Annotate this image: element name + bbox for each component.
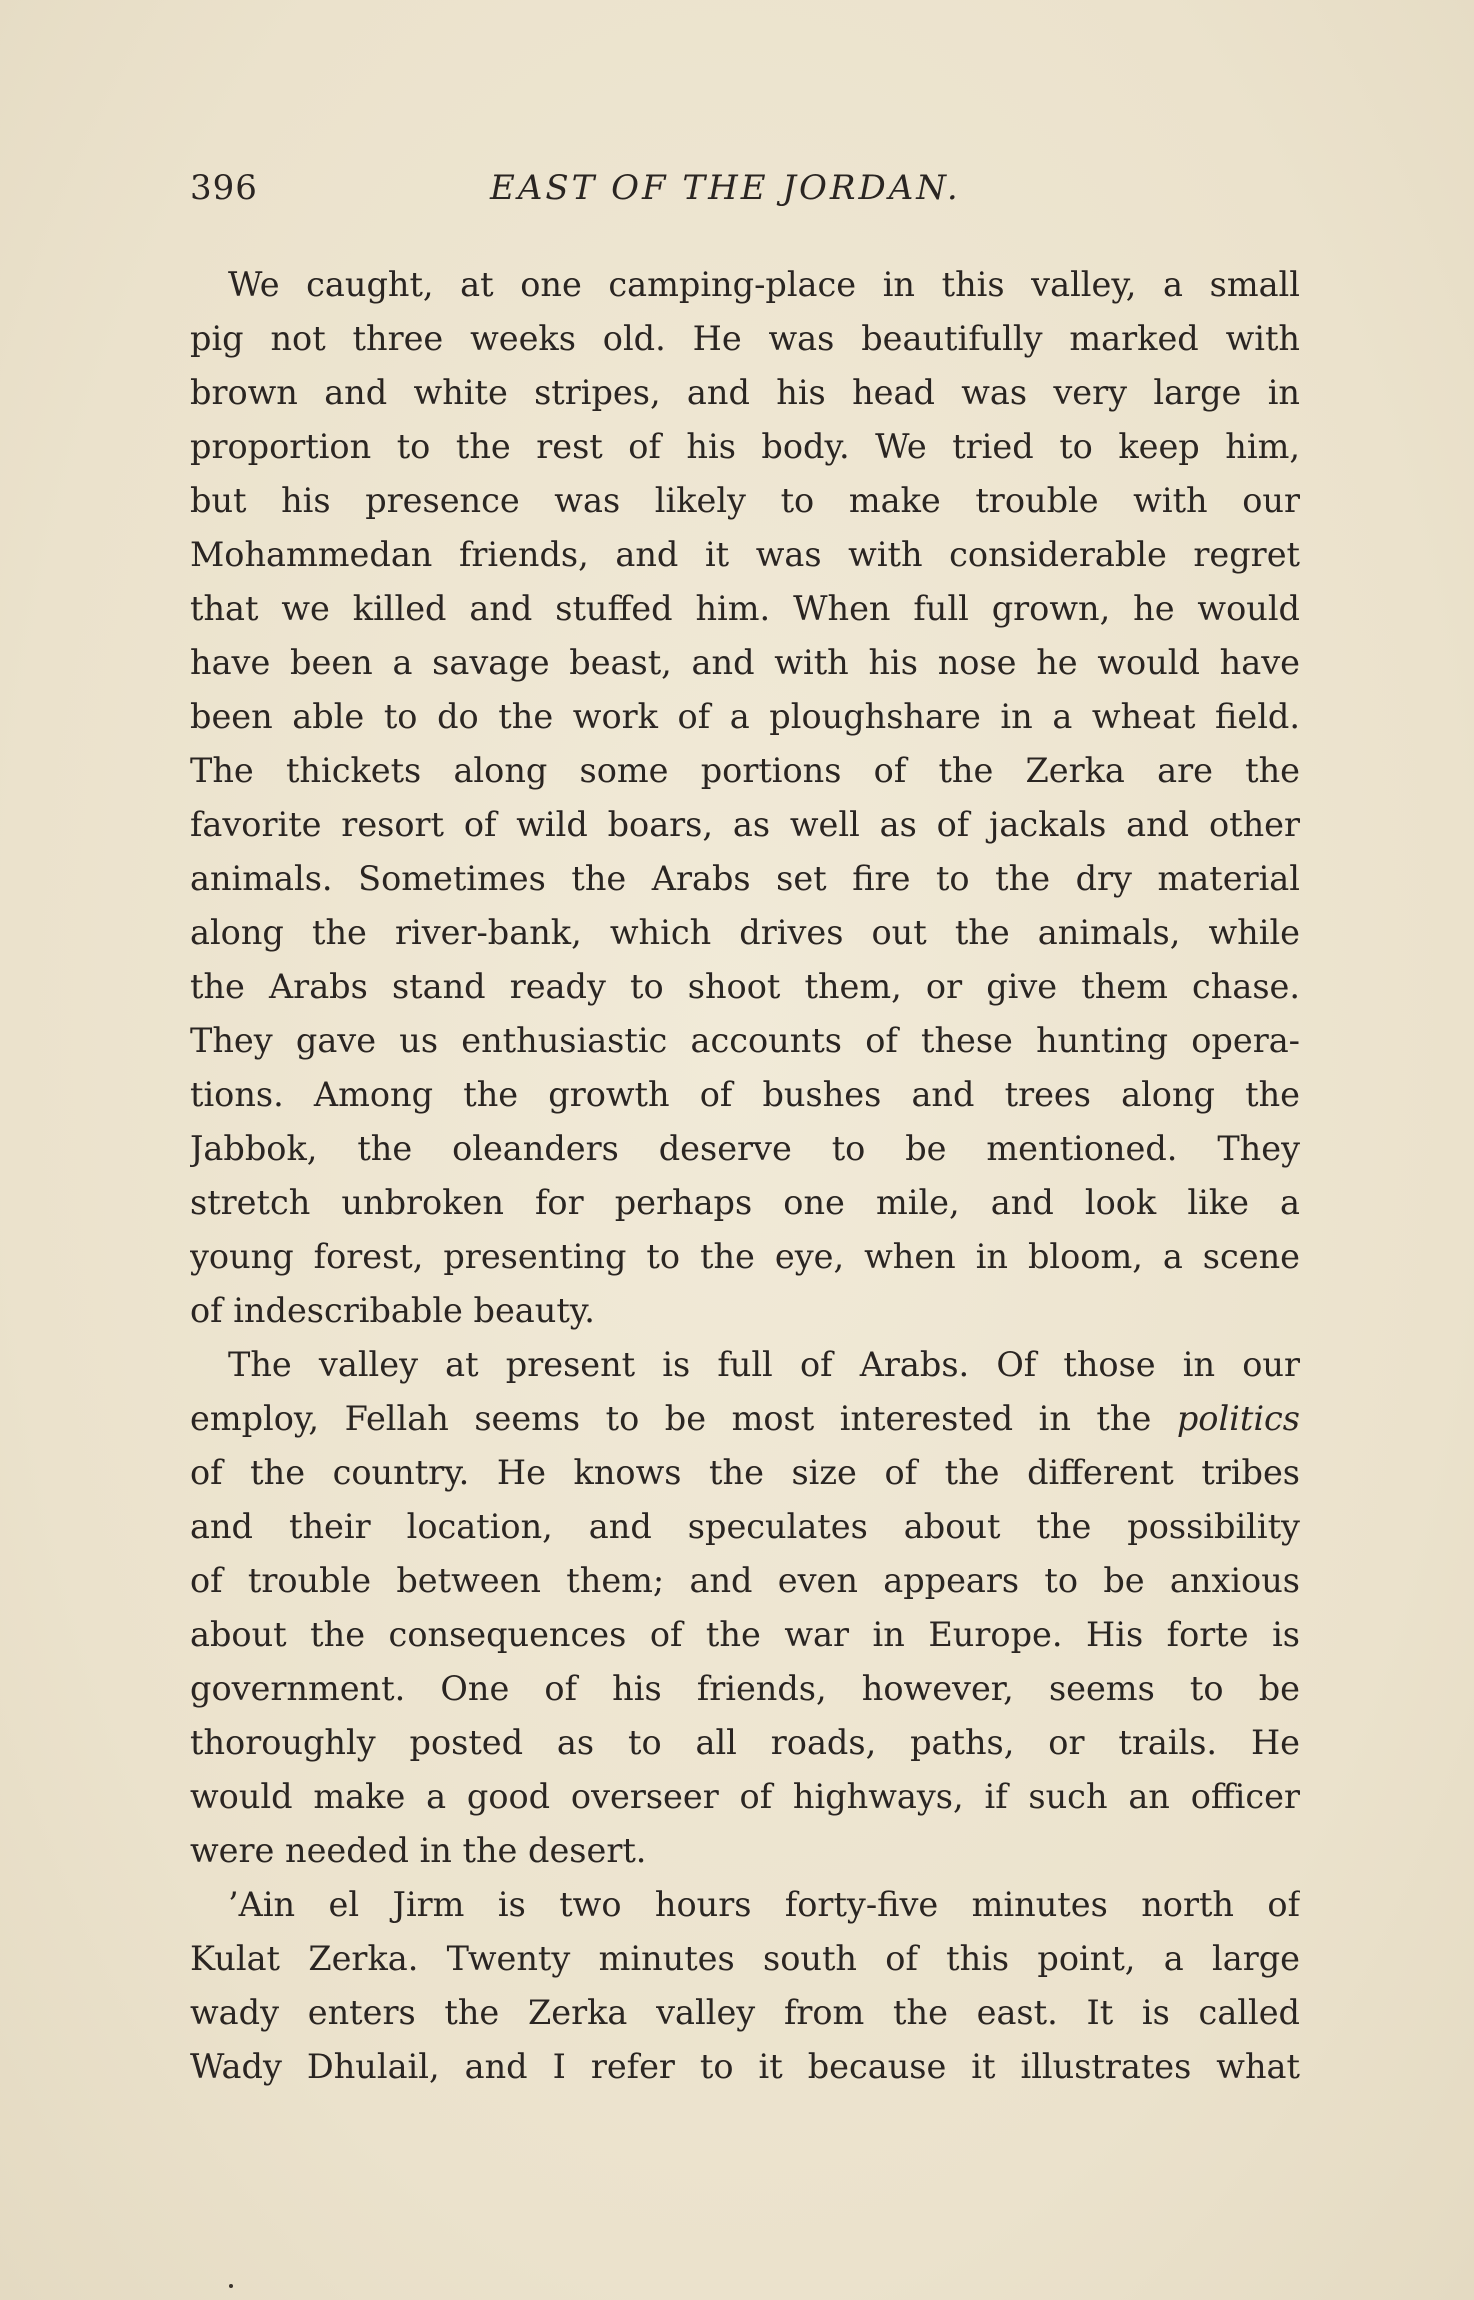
text-line: of indescribable beauty. [190, 1291, 595, 1330]
text-line: ’Ain el Jirm is two hours forty-five minutes north of [228, 1885, 1300, 1924]
paper-speck [229, 2284, 233, 2288]
text-line: and their location, and speculates about the possibility [190, 1507, 1300, 1546]
text-line: that we killed and stuffed him. When full grown, he would [190, 589, 1300, 628]
text-line-with-italic [190, 1392, 1300, 1446]
text-line: along the river-bank, which drives out the animals, while [190, 913, 1300, 952]
text-line: but his presence was likely to make trouble with our [190, 481, 1300, 520]
text-line: would make a good overseer of highways, if such an officer [190, 1777, 1300, 1816]
text-line: Mohammedan friends, and it was with considerable regret [190, 535, 1300, 574]
text-line: thoroughly posted as to all roads, paths, or trails. He [190, 1723, 1300, 1762]
page-number: 396 [190, 168, 258, 208]
running-head [190, 168, 1297, 218]
text-line: tions. Among the growth of bushes and trees along the [190, 1075, 1300, 1114]
text-line: pig not three weeks old. He was beautifully marked with [190, 319, 1300, 358]
text-line: have been a savage beast, and with his nose he would have [190, 643, 1300, 682]
text-line: stretch unbroken for perhaps one mile, and look like a [190, 1183, 1300, 1222]
text-line: of the country. He knows the size of the different tribes [190, 1453, 1300, 1492]
text-line: animals. Sometimes the Arabs set fire to the dry material [190, 859, 1300, 898]
text-line: We caught, at one camping-place in this valley, a small [228, 265, 1300, 304]
body-text [190, 258, 1300, 2094]
text-line: been able to do the work of a ploughshare in a wheat field. [190, 697, 1300, 736]
running-title: EAST OF THE JORDAN. [490, 168, 961, 208]
text-segment: employ, Fellah seems to be most interested in the politics [190, 1399, 1300, 1438]
text-line: Kulat Zerka. Twenty minutes south of this point, a large [190, 1939, 1300, 1978]
text-line: young forest, presenting to the eye, when in bloom, a scene [190, 1237, 1300, 1276]
text-line: wady enters the Zerka valley from the east. It is called [190, 1993, 1300, 2032]
text-line: favorite resort of wild boars, as well as of jackals and other [190, 805, 1300, 844]
text-line: The thickets along some portions of the Zerka are the [190, 751, 1300, 790]
text-line: about the consequences of the war in Europe. His forte is [190, 1615, 1300, 1654]
text-line: brown and white stripes, and his head was very large in [190, 373, 1300, 412]
text-line: proportion to the rest of his body. We tried to keep him, [190, 427, 1300, 466]
text-line: government. One of his friends, however, seems to be [190, 1669, 1300, 1708]
text-line: Wady Dhulail, and I refer to it because it illustrates what [190, 2047, 1300, 2086]
text-line: of trouble between them; and even appears to be anxious [190, 1561, 1300, 1600]
text-line: The valley at present is full of Arabs. Of those in our [228, 1345, 1300, 1384]
text-line: were needed in the desert. [190, 1831, 647, 1870]
text-line: They gave us enthusiastic accounts of these hunting opera- [190, 1021, 1300, 1060]
text-line: Jabbok, the oleanders deserve to be mentioned. They [190, 1129, 1300, 1168]
text-line: the Arabs stand ready to shoot them, or give them chase. [190, 967, 1300, 1006]
